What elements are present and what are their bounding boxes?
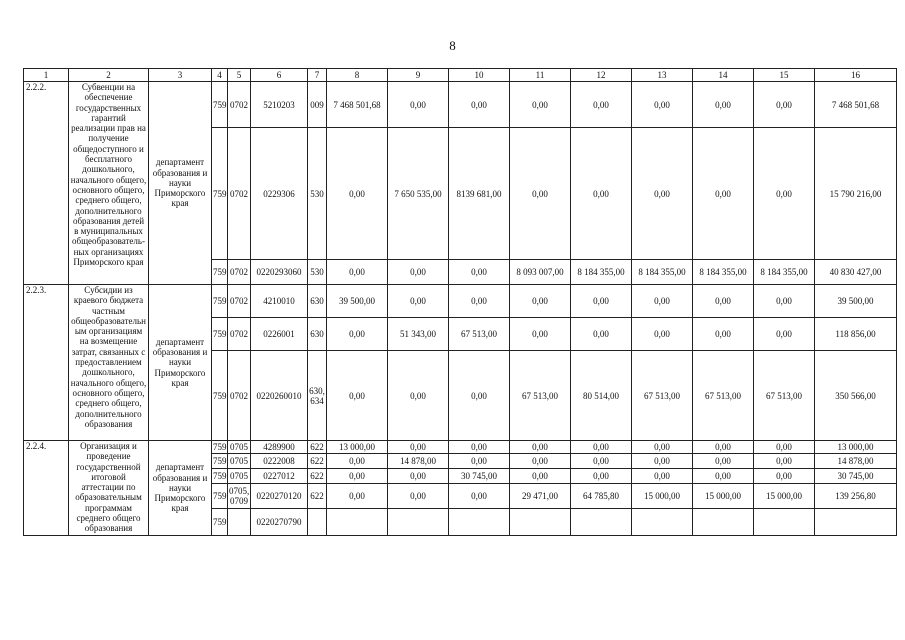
kbk-section: 0705, 0709	[228, 484, 251, 509]
section-number: 2.2.4.	[24, 441, 69, 536]
amount-col13: 0,00	[632, 128, 693, 260]
amount-col8: 7 468 501,68	[327, 82, 388, 128]
amount-col9: 0,00	[388, 82, 449, 128]
header-cell: 9	[388, 69, 449, 82]
amount-col14: 15 000,00	[693, 484, 754, 509]
kbk-section: 0705	[228, 469, 251, 484]
header-cell: 16	[815, 69, 897, 82]
kbk-grbs: 759	[212, 509, 228, 536]
amount-col12: 0,00	[571, 318, 632, 351]
amount-col14: 0,00	[693, 441, 754, 454]
kbk-grbs: 759	[212, 260, 228, 285]
kbk-grbs: 759	[212, 351, 228, 441]
amount-col11: 0,00	[510, 454, 571, 469]
amount-col14: 0,00	[693, 318, 754, 351]
amount-col12: 8 184 355,00	[571, 260, 632, 285]
header-cell: 10	[449, 69, 510, 82]
kbk-expense-type: 630	[308, 318, 327, 351]
kbk-expense-type: 630	[308, 285, 327, 318]
header-cell: 14	[693, 69, 754, 82]
amount-col9: 0,00	[388, 469, 449, 484]
kbk-section: 0702	[228, 285, 251, 318]
header-cell: 4	[212, 69, 228, 82]
amount-col9: 0,00	[388, 441, 449, 454]
amount-col11: 29 471,00	[510, 484, 571, 509]
amount-col9	[388, 509, 449, 536]
kbk-section: 0705	[228, 454, 251, 469]
amount-col8: 0,00	[327, 351, 388, 441]
amount-col9: 7 650 535,00	[388, 128, 449, 260]
section-executor: департамент образования и науки Приморского края	[149, 441, 212, 536]
amount-col13: 8 184 355,00	[632, 260, 693, 285]
header-cell: 12	[571, 69, 632, 82]
amount-col12: 80 514,00	[571, 351, 632, 441]
amount-col15	[754, 509, 815, 536]
section-description: Субвенции на обеспечение государственных гарантий реализации прав на получение общедоступного и бесплатного дошкольного, начального общего, основного общего, среднего общего, дополнительного образования детей в муниципальных общеобразователь-ных организациях Приморского края	[69, 82, 149, 285]
amount-col8: 0,00	[327, 469, 388, 484]
amount-col15: 67 513,00	[754, 351, 815, 441]
kbk-grbs: 759	[212, 285, 228, 318]
kbk-target: 5210203	[251, 82, 308, 128]
section-number: 2.2.3.	[24, 285, 69, 441]
header-cell: 7	[308, 69, 327, 82]
amount-col8: 0,00	[327, 454, 388, 469]
amount-col10: 0,00	[449, 82, 510, 128]
header-cell: 1	[24, 69, 69, 82]
amount-total: 14 878,00	[815, 454, 897, 469]
amount-col15: 0,00	[754, 128, 815, 260]
amount-col13	[632, 509, 693, 536]
amount-col10: 0,00	[449, 351, 510, 441]
amount-col15: 8 184 355,00	[754, 260, 815, 285]
amount-col8: 39 500,00	[327, 285, 388, 318]
amount-col12: 0,00	[571, 82, 632, 128]
kbk-section: 0702	[228, 128, 251, 260]
kbk-expense-type: 530	[308, 128, 327, 260]
kbk-target: 0220270120	[251, 484, 308, 509]
kbk-grbs: 759	[212, 469, 228, 484]
header-cell: 6	[251, 69, 308, 82]
amount-col13: 0,00	[632, 285, 693, 318]
kbk-expense-type: 622	[308, 469, 327, 484]
amount-total: 13 000,00	[815, 441, 897, 454]
kbk-grbs: 759	[212, 128, 228, 260]
amount-col13: 0,00	[632, 454, 693, 469]
kbk-expense-type: 009	[308, 82, 327, 128]
amount-col13: 0,00	[632, 441, 693, 454]
amount-col15: 15 000,00	[754, 484, 815, 509]
header-cell: 2	[69, 69, 149, 82]
amount-col9: 14 878,00	[388, 454, 449, 469]
amount-col9: 51 343,00	[388, 318, 449, 351]
amount-col10: 0,00	[449, 441, 510, 454]
section-description: Организация и проведение государственной итоговой аттестации по образовательным программам среднего общего образования	[69, 441, 149, 536]
amount-col11: 8 093 007,00	[510, 260, 571, 285]
amount-col15: 0,00	[754, 82, 815, 128]
amount-col12: 0,00	[571, 285, 632, 318]
budget-table	[23, 68, 897, 536]
amount-col8	[327, 509, 388, 536]
amount-total: 7 468 501,68	[815, 82, 897, 128]
amount-col9: 0,00	[388, 484, 449, 509]
kbk-expense-type: 622	[308, 441, 327, 454]
amount-col14: 0,00	[693, 82, 754, 128]
amount-col14: 0,00	[693, 128, 754, 260]
amount-col11: 0,00	[510, 285, 571, 318]
amount-col14: 0,00	[693, 469, 754, 484]
amount-col9: 0,00	[388, 260, 449, 285]
table-row	[24, 82, 897, 128]
amount-col10: 0,00	[449, 484, 510, 509]
amount-col10: 0,00	[449, 260, 510, 285]
kbk-section: 0702	[228, 260, 251, 285]
amount-col11: 67 513,00	[510, 351, 571, 441]
amount-col11	[510, 509, 571, 536]
amount-col15: 0,00	[754, 469, 815, 484]
amount-col11: 0,00	[510, 441, 571, 454]
amount-col8: 0,00	[327, 484, 388, 509]
kbk-target: 0222008	[251, 454, 308, 469]
amount-col14: 0,00	[693, 285, 754, 318]
kbk-target: 0220270790	[251, 509, 308, 536]
amount-total: 15 790 216,00	[815, 128, 897, 260]
amount-col13: 15 000,00	[632, 484, 693, 509]
kbk-target: 0226001	[251, 318, 308, 351]
amount-total: 350 566,00	[815, 351, 897, 441]
amount-col10	[449, 509, 510, 536]
kbk-target: 0220293060	[251, 260, 308, 285]
kbk-target: 0227012	[251, 469, 308, 484]
amount-col10: 8139 681,00	[449, 128, 510, 260]
amount-col13: 67 513,00	[632, 351, 693, 441]
amount-col14	[693, 509, 754, 536]
kbk-expense-type: 630, 634	[308, 351, 327, 441]
header-cell: 3	[149, 69, 212, 82]
amount-col8: 13 000,00	[327, 441, 388, 454]
kbk-expense-type	[308, 509, 327, 536]
kbk-target: 4210010	[251, 285, 308, 318]
amount-col12: 64 785,80	[571, 484, 632, 509]
amount-col12	[571, 509, 632, 536]
amount-col11: 0,00	[510, 82, 571, 128]
amount-col8: 0,00	[327, 318, 388, 351]
amount-col9: 0,00	[388, 285, 449, 318]
amount-col12: 0,00	[571, 441, 632, 454]
kbk-section: 0702	[228, 318, 251, 351]
section-description: Субсидии из краевого бюджета частным общеобразовательн ым организациям на возмещение затрат, связанных с предоставлением дошкольного, начального общего, основного общего, среднего общего, дополнительного образования	[69, 285, 149, 441]
kbk-expense-type: 622	[308, 454, 327, 469]
amount-col12: 0,00	[571, 454, 632, 469]
header-cell: 5	[228, 69, 251, 82]
amount-col15: 0,00	[754, 285, 815, 318]
section-executor: департамент образования и науки Приморского края	[149, 82, 212, 285]
amount-col14: 67 513,00	[693, 351, 754, 441]
amount-col13: 0,00	[632, 82, 693, 128]
page-number: 8	[449, 38, 456, 53]
amount-col13: 0,00	[632, 469, 693, 484]
kbk-grbs: 759	[212, 318, 228, 351]
amount-col15: 0,00	[754, 318, 815, 351]
table-body	[24, 69, 897, 536]
header-cell: 13	[632, 69, 693, 82]
amount-col10: 0,00	[449, 285, 510, 318]
amount-total	[815, 509, 897, 536]
header-cell: 8	[327, 69, 388, 82]
amount-col15: 0,00	[754, 441, 815, 454]
amount-total: 30 745,00	[815, 469, 897, 484]
kbk-target: 0229306	[251, 128, 308, 260]
amount-col10: 0,00	[449, 454, 510, 469]
amount-col13: 0,00	[632, 318, 693, 351]
amount-col8: 0,00	[327, 260, 388, 285]
amount-col11: 0,00	[510, 318, 571, 351]
section-number: 2.2.2.	[24, 82, 69, 285]
table-row	[24, 441, 897, 454]
amount-col14: 8 184 355,00	[693, 260, 754, 285]
section-executor: департамент образования и науки Приморского края	[149, 285, 212, 441]
amount-col10: 67 513,00	[449, 318, 510, 351]
amount-total: 118 856,00	[815, 318, 897, 351]
amount-col12: 0,00	[571, 128, 632, 260]
kbk-expense-type: 622	[308, 484, 327, 509]
amount-total: 139 256,80	[815, 484, 897, 509]
amount-col15: 0,00	[754, 454, 815, 469]
kbk-section	[228, 509, 251, 536]
amount-col10: 30 745,00	[449, 469, 510, 484]
kbk-section: 0702	[228, 351, 251, 441]
table-row	[24, 285, 897, 318]
amount-total: 39 500,00	[815, 285, 897, 318]
kbk-grbs: 759	[212, 82, 228, 128]
kbk-section: 0702	[228, 82, 251, 128]
amount-col14: 0,00	[693, 454, 754, 469]
amount-total: 40 830 427,00	[815, 260, 897, 285]
header-cell: 15	[754, 69, 815, 82]
kbk-grbs: 759	[213, 442, 227, 452]
header-cell: 11	[510, 69, 571, 82]
amount-col12: 0,00	[571, 469, 632, 484]
amount-col8: 0,00	[327, 128, 388, 260]
amount-col11: 0,00	[510, 469, 571, 484]
header-row	[24, 69, 897, 82]
kbk-section: 0705	[228, 441, 251, 454]
kbk-target: 4289900	[251, 441, 308, 454]
kbk-target: 0220260010	[251, 351, 308, 441]
amount-col11: 0,00	[510, 128, 571, 260]
kbk-expense-type: 530	[308, 260, 327, 285]
kbk-grbs: 759	[212, 484, 228, 509]
amount-col9: 0,00	[388, 351, 449, 441]
kbk-grbs: 759	[212, 454, 228, 469]
